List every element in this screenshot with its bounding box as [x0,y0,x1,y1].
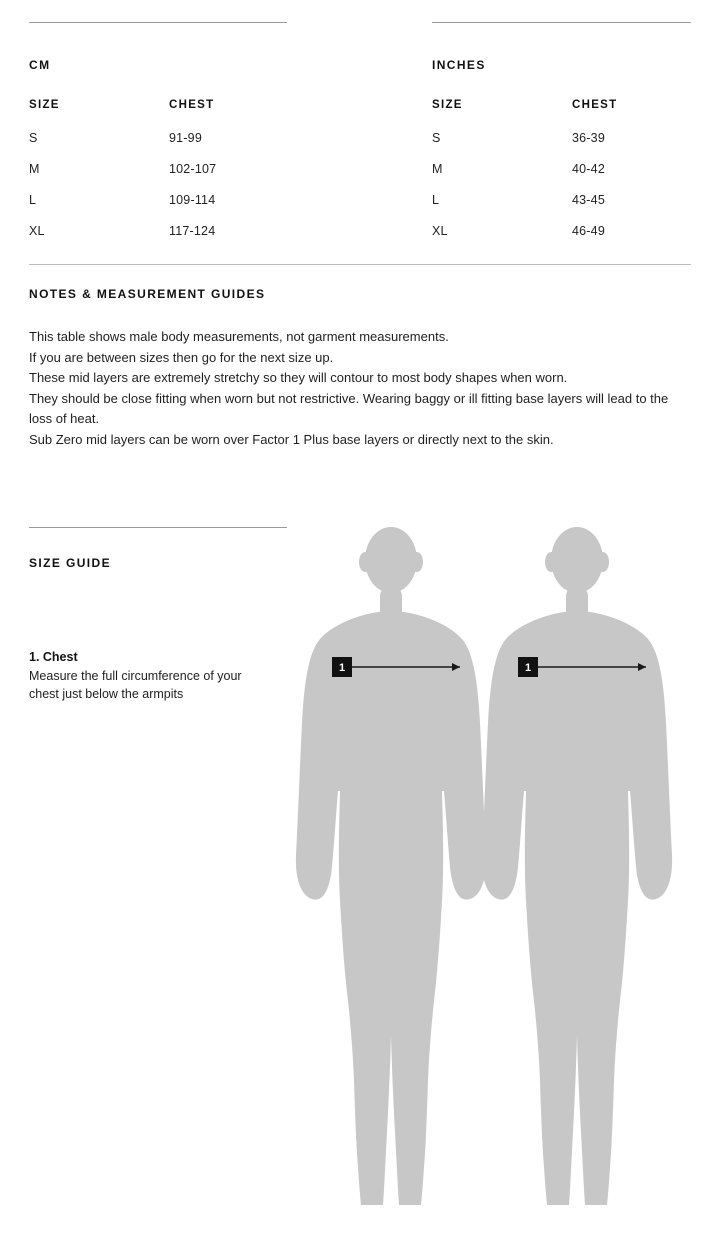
size-guide-title: SIZE GUIDE [29,556,112,570]
divider-inches-top [432,22,691,23]
notes-title: NOTES & MEASUREMENT GUIDES [29,287,266,301]
table-header-row [432,99,702,131]
divider-cm-top [29,22,287,23]
cell-size: L [29,193,37,207]
table-header-row [29,99,299,131]
cell-chest: 117-124 [169,224,216,238]
notes-line: This table shows male body measurements, not garment measurements. [29,329,449,344]
cell-size: XL [432,224,448,238]
notes-line: Sub Zero mid layers can be worn over Factor 1 Plus base layers or directly next to the skin. [29,431,554,447]
divider-notes-top [29,264,691,265]
unit-title-cm: CM [29,58,51,72]
column-header-chest: CHEST [572,99,618,111]
cell-size: XL [29,224,45,238]
table-cm [29,99,299,255]
measurement-name: 1. Chest [29,650,78,664]
cell-chest: 102-107 [169,162,217,176]
cell-chest: 109-114 [169,193,216,207]
divider-size-guide-top [29,527,287,528]
notes-section [29,287,691,450]
table-row [29,162,299,193]
cell-size: S [432,131,441,145]
measurement-description: Measure the full circumference of your chest just below the armpits [29,669,242,701]
column-header-size: SIZE [432,99,463,111]
measurement-chest [29,650,269,703]
column-header-chest: CHEST [169,99,215,111]
notes-line: If you are between sizes then go for the next size up. [29,349,334,365]
cell-chest: 91-99 [169,131,202,145]
cell-chest: 36-39 [572,131,605,145]
marker-label-front: 1 [338,662,346,674]
cell-chest: 46-49 [572,224,605,238]
notes-line: They should be close fitting when worn but not restrictive. Wearing baggy or ill fitting base layers will lead to the loss of heat. [29,390,669,426]
notes-line: These mid layers are extremely stretchy so they will contour to most body shapes when worn. [29,370,568,385]
table-row [432,162,702,193]
table-row [29,131,299,162]
unit-title-inches: INCHES [432,58,486,72]
table-inches [432,99,702,255]
cell-size: S [29,131,38,145]
cell-chest: 43-45 [572,193,605,207]
cell-size: M [29,162,40,176]
size-table-cm [29,58,299,255]
cell-size: M [432,162,443,176]
marker-label-back: 1 [524,662,532,674]
figure-front [296,527,486,1205]
figure-back [482,527,672,1205]
cell-chest: 40-42 [572,162,605,176]
table-row [432,193,702,224]
column-header-size: SIZE [29,99,60,111]
table-row [29,193,299,224]
cell-size: L [432,193,440,207]
table-row [432,224,702,255]
table-row [29,224,299,255]
size-table-inches [432,58,702,255]
body-figures [270,515,700,1215]
table-row [432,131,702,162]
